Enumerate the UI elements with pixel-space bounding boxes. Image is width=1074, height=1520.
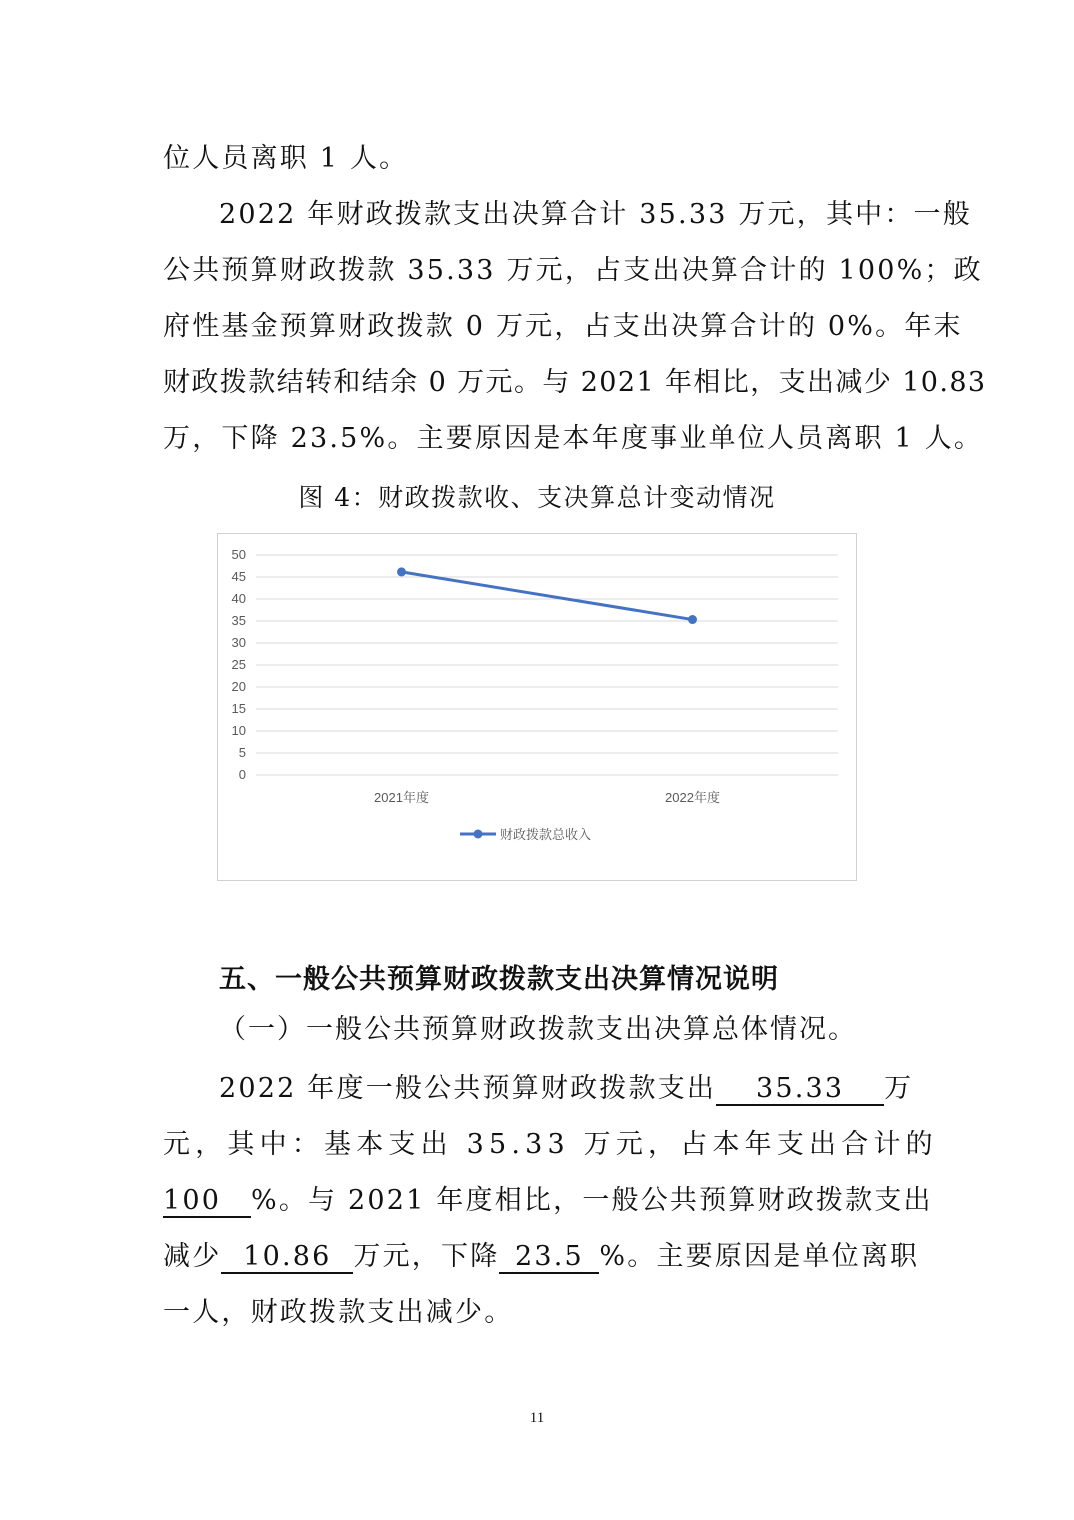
y-tick-label: 5 [238,745,246,760]
y-tick-label: 0 [238,767,246,782]
filled-blank: 10.86 [221,1242,353,1274]
y-tick-label: 35 [231,613,246,628]
x-tick-label: 2022年度 [665,790,720,805]
filled-blank: 23.5 [499,1242,599,1274]
page-number: 11 [529,1410,545,1426]
y-tick-label: 15 [231,701,246,716]
section-heading: 五、一般公共预算财政拨款支出决算情况说明 [219,964,779,995]
data-point [688,615,697,624]
paragraph-line [219,1070,914,1108]
paragraph-line: 府性基金预算财政拨款 0 万元，占支出决算合计的 0%。年末 [163,311,963,342]
paragraph-line: 一人，财政拨款支出减少。 [163,1297,514,1328]
text-segment: %。与 2021 年度相比，一般公共预算财政拨款支出 [251,1185,933,1216]
subsection-heading: （一）一般公共预算财政拨款支出决算总体情况。 [219,1014,857,1045]
y-tick-label: 45 [231,569,246,584]
text-segment: %。主要原因是单位离职 [599,1241,920,1272]
text-segment: 万元，下降 [353,1241,500,1272]
series-line [402,572,693,620]
text-segment: 减少 [163,1241,222,1272]
data-point [397,567,406,576]
y-tick-label: 10 [231,723,246,738]
paragraph-line: 万，下降 23.5%。主要原因是本年度事业单位人员离职 1 人。 [163,423,984,454]
paragraph-line: 财政拨款结转和结余 0 万元。与 2021 年相比，支出减少 10.83 [163,367,987,398]
paragraph-line [163,1238,920,1276]
paragraph-line [163,1182,933,1220]
y-tick-label: 25 [231,657,246,672]
chart-canvas [218,534,856,880]
x-tick-label: 2021年度 [374,790,429,805]
filled-blank: 35.33 [716,1074,884,1106]
line-chart [217,533,857,881]
filled-blank: 100 [163,1186,251,1218]
y-tick-label: 50 [231,547,246,562]
paragraph-line: 位人员离职 1 人。 [163,143,409,174]
figure-caption: 图 4：财政拨款收、支决算总计变动情况 [298,483,776,512]
legend-label: 财政拨款总收入 [500,828,592,843]
y-tick-label: 20 [231,679,246,694]
paragraph-line: 2022 年财政拨款支出决算合计 35.33 万元，其中：一般 [219,199,972,230]
y-tick-label: 40 [231,591,246,606]
paragraph-line: 元，其中：基本支出 35.33 万元，占本年支出合计的 [163,1129,938,1160]
text-segment: 万 [884,1073,914,1104]
y-tick-label: 30 [231,635,246,650]
legend-marker [474,830,483,839]
text-segment: 2022 年度一般公共预算财政拨款支出 [219,1073,717,1104]
paragraph-line: 公共预算财政拨款 35.33 万元，占支出决算合计的 100%；政 [163,255,983,286]
